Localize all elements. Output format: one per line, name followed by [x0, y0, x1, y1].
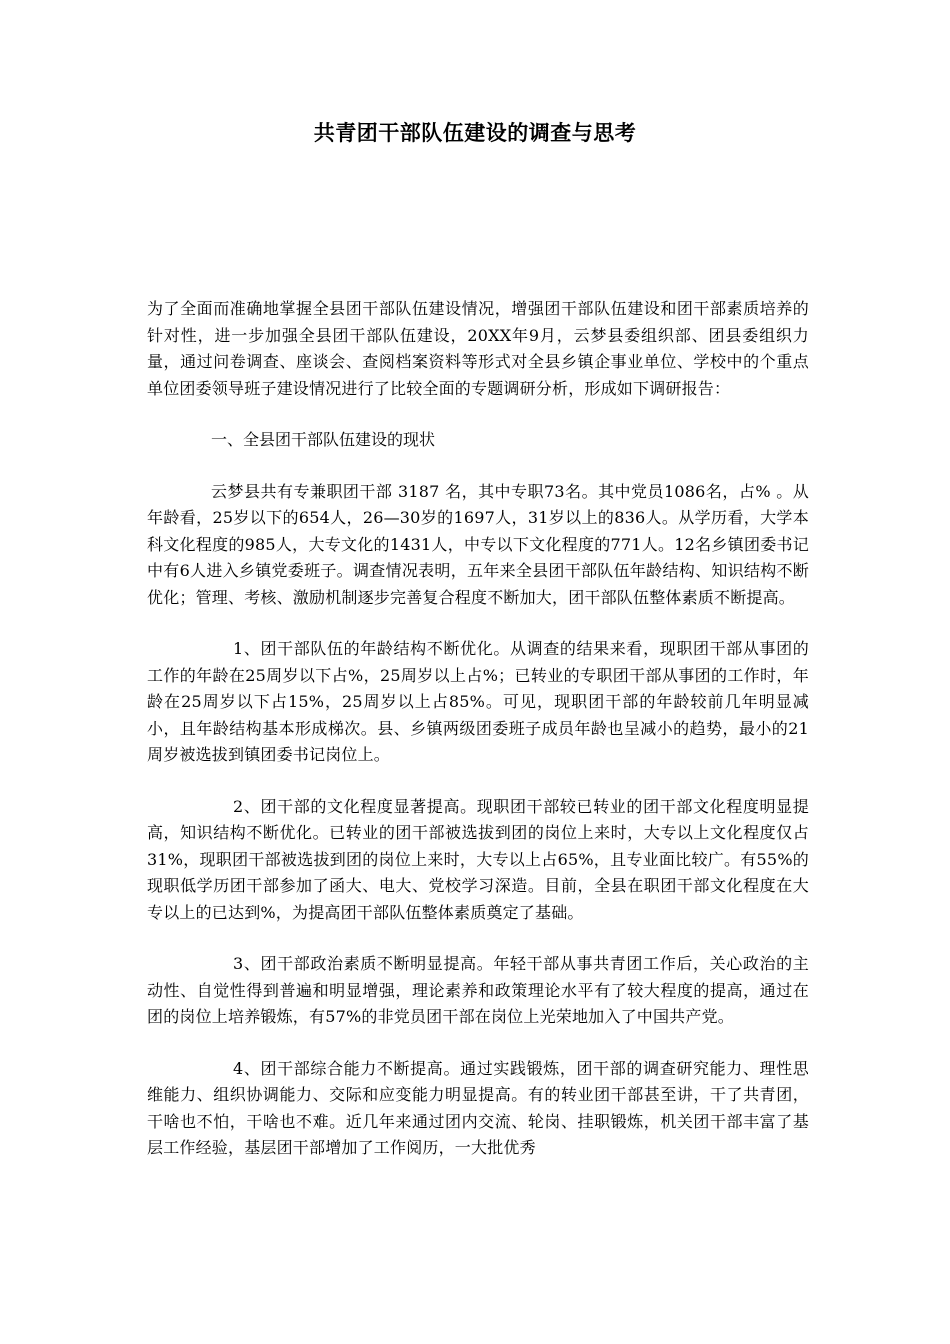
point-paragraph-1: 1、团干部队伍的年龄结构不断优化。从调查的结果来看，现职团干部从事团的工作的年龄在25周岁以下占%，25周岁以上占%；已转业的专职团干部从事团的工作时，年龄在25周岁以下占15%，25周岁以上占85%。可见，现职团干部的年龄较前几年明显减小，且年龄结构基本形成梯次。县、乡镇两级团委班子成员年龄也呈减小的趋势，最小的21周岁被选拔到镇团委书记岗位上。	[147, 639, 809, 764]
paragraph-gap	[147, 611, 809, 636]
summary-paragraph: 云梦县共有专兼职团干部 3187 名，其中专职73名。其中党员1086名，占% 。从年龄看，25岁以下的654人，26—30岁的1697人，31岁以上的836人。从学历看，大学本科文化程度的985人，大专文化的1431人，中专以下文化程度的771人。12名乡镇团委书记中有6人进入乡镇党委班子。调查情况表明，五年来全县团干部队伍年龄结构、知识结构不断优化；管理、考核、激励机制逐步完善复合程度不断加大，团干部队伍整体素质不断提高。	[147, 481, 809, 607]
document-body	[147, 296, 809, 1162]
intro-paragraph: 为了全面而准确地掌握全县团干部队伍建设情况，增强团干部队伍建设和团干部素质培养的针对性，进一步加强全县团干部队伍建设，20XX年9月，云梦县委组织部、团县委组织力量，通过问卷调查、座谈会、查阅档案资料等形式对全县乡镇企事业单位、学校中的个重点单位团委领导班子建设情况进行了比较全面的专题调研分析，形成如下调研报告：	[147, 299, 809, 398]
point-paragraph-4: 4、团干部综合能力不断提高。通过实践锻炼，团干部的调查研究能力、理性思维能力、组织协调能力、交际和应变能力明显提高。有的转业团干部甚至讲，干了共青团，干啥也不怕，干啥也不难。近几年来通过团内交流、轮岗、挂职锻炼，机关团干部丰富了基层工作经验，基层团干部增加了工作阅历，一大批优秀	[147, 1058, 809, 1157]
point-paragraph-3: 3、团干部政治素质不断明显提高。年轻干部从事共青团工作后，关心政治的主动性、自觉性得到普遍和明显增强，理论素养和政策理论水平有了较大程度的提高，通过在团的岗位上培养锻炼，有57%的非党员团干部在岗位上光荣地加入了中国共产党。	[147, 954, 809, 1026]
paragraph-gap	[147, 1031, 809, 1056]
paragraph-gap	[147, 926, 809, 951]
point-paragraph-2: 2、团干部的文化程度显著提高。现职团干部较已转业的团干部文化程度明显提高，知识结构不断优化。已转业的团干部被选拔到团的岗位上来时，大专以上文化程度仅占31%，现职团干部被选拔到团的岗位上来时，大专以上占65%，且专业面比较广。有55%的现职低学历团干部参加了函大、电大、党校学习深造。目前，全县在职团干部文化程度在大专以上的已达到%，为提高团干部队伍整体素质奠定了基础。	[147, 796, 809, 922]
paragraph-gap	[147, 454, 809, 479]
paragraph-gap	[147, 402, 809, 427]
section-heading: 一、全县团干部队伍建设的现状	[211, 430, 436, 449]
document-title: 共青团干部队伍建设的调查与思考	[313, 120, 637, 145]
paragraph-gap	[147, 769, 809, 794]
